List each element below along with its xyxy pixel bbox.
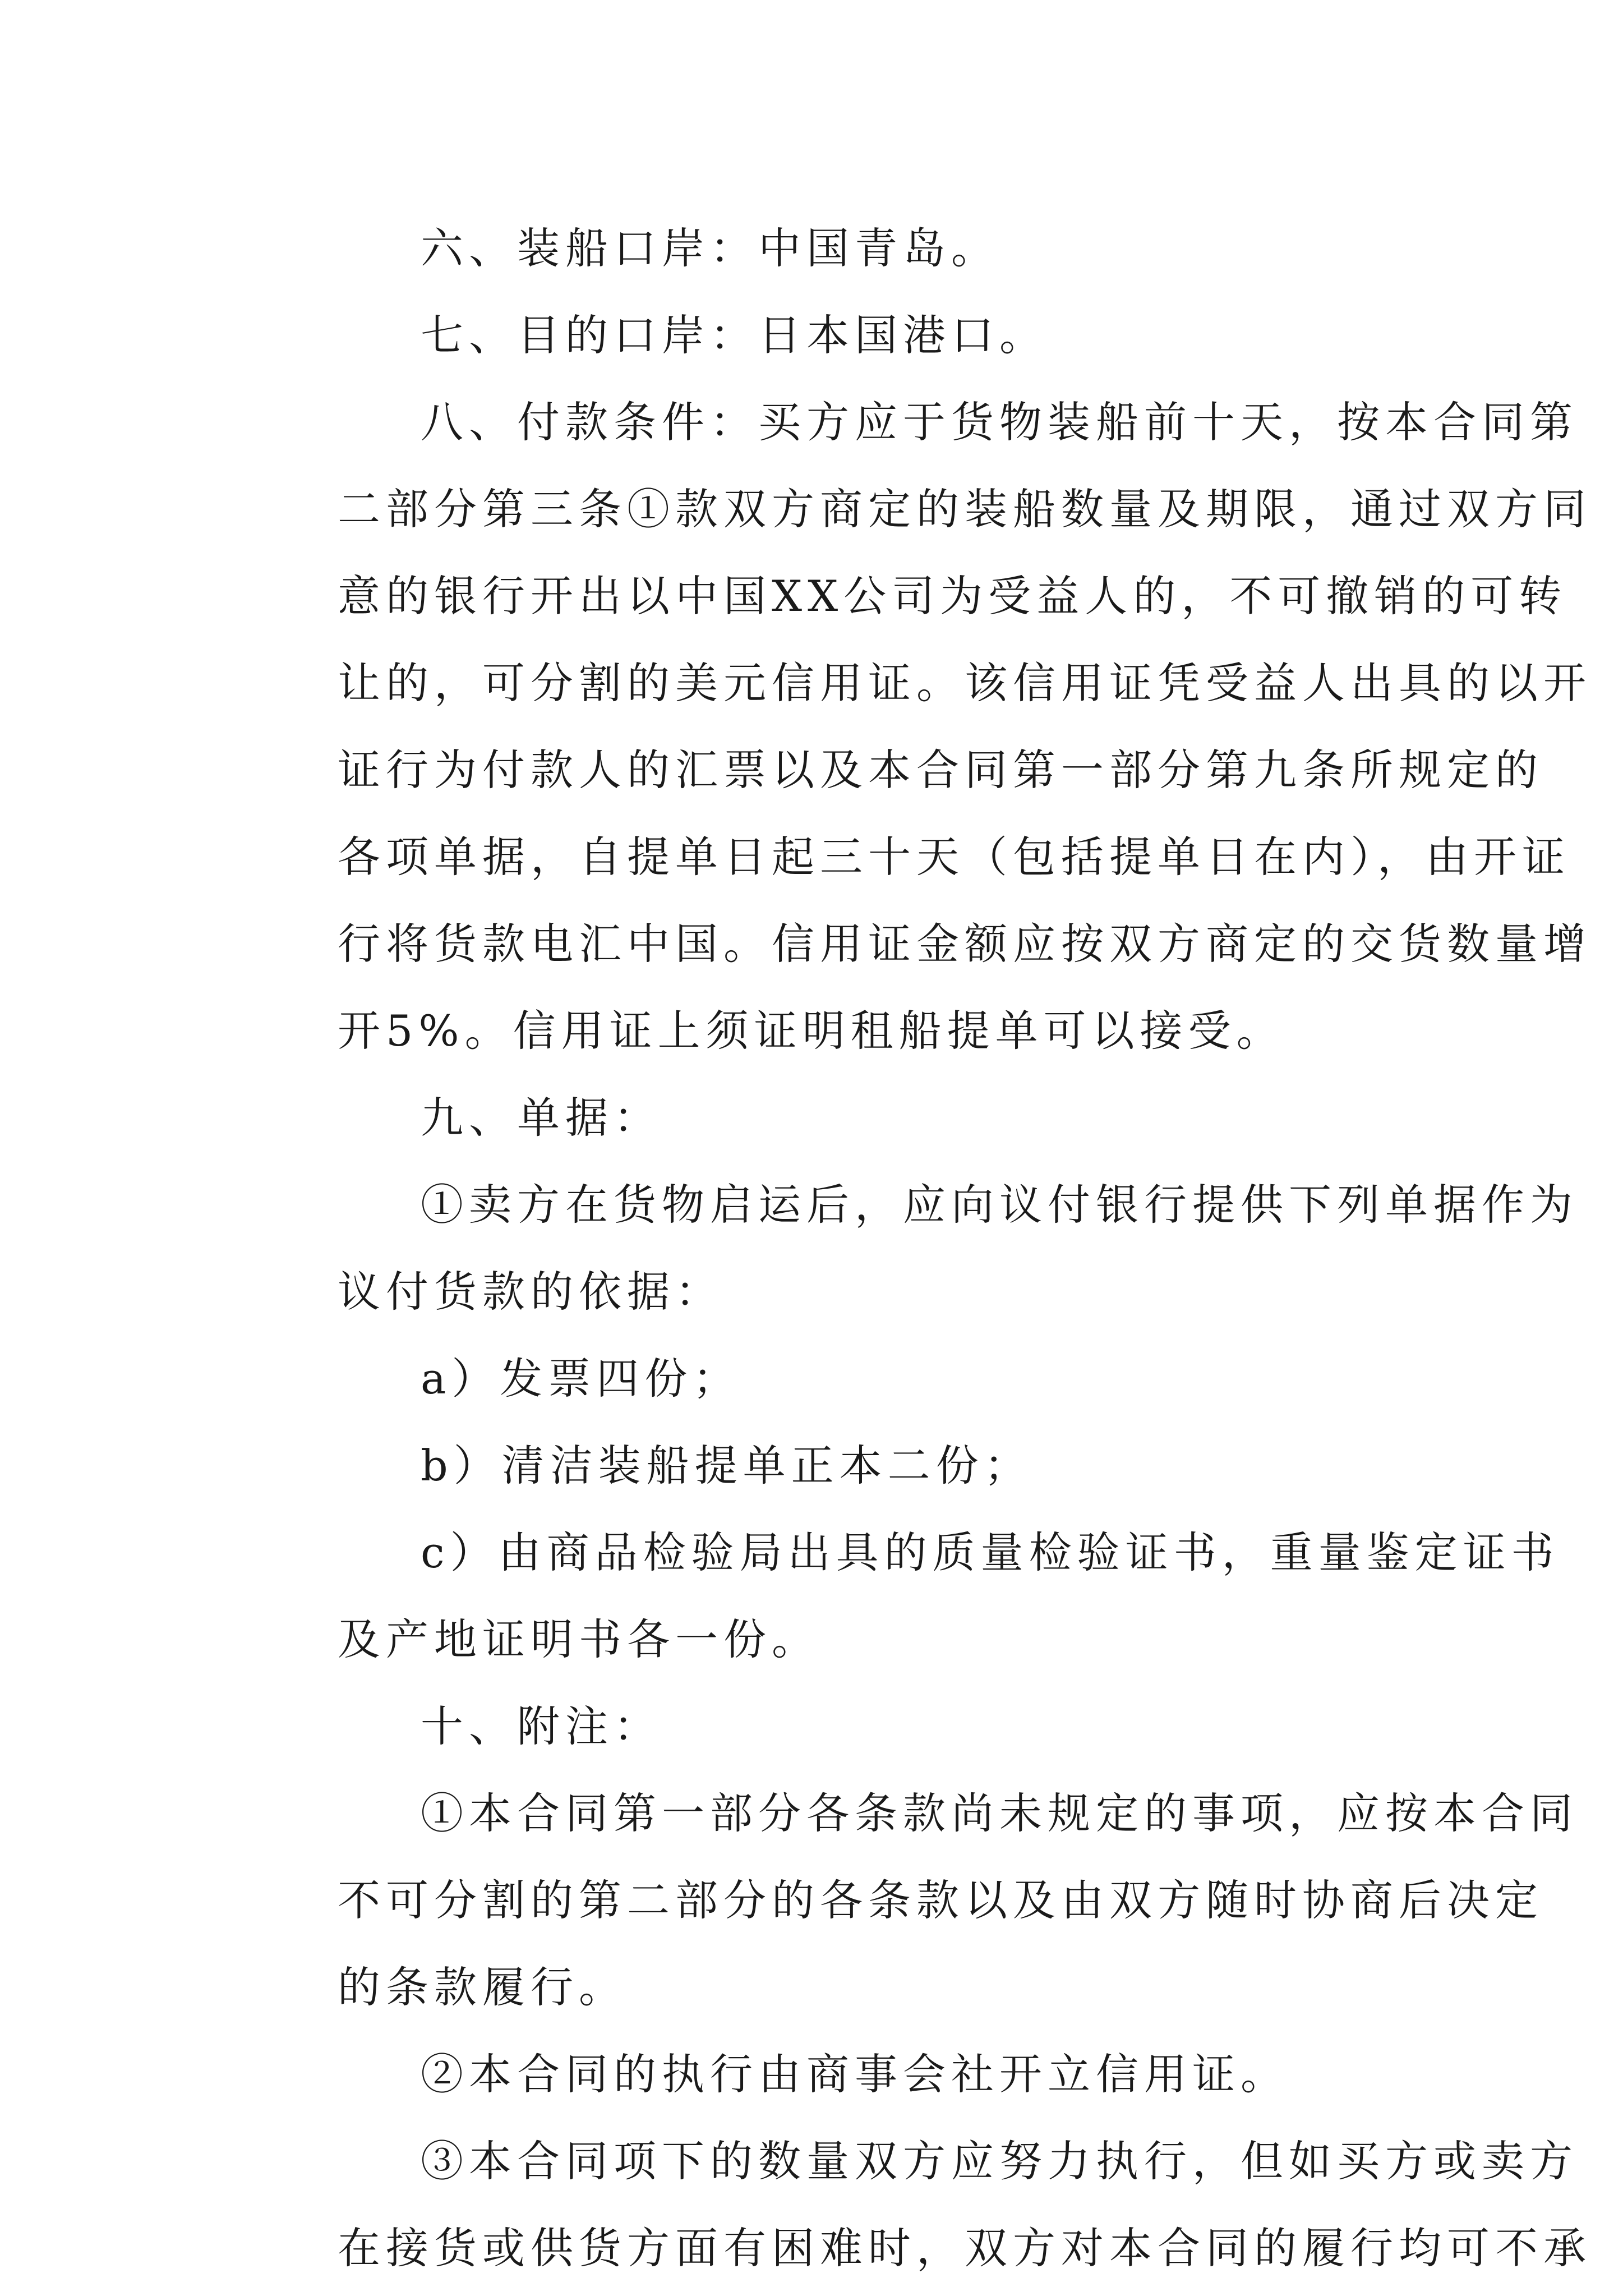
text-line: 的条款履行。	[338, 1962, 627, 2012]
text-line: 议付货款的依据：	[338, 1267, 723, 1317]
text-line: 及产地证明书各一份。	[338, 1614, 820, 1664]
clause-9-documents-heading	[252, 1074, 1385, 1161]
text-line: 二部分第三条①款双方商定的装船数量及期限，通过双方同	[338, 484, 1592, 534]
text-line: a）发票四份；	[421, 1354, 741, 1404]
clause-9-item-a	[252, 1335, 1385, 1422]
text-line: 六、装船口岸：中国青岛。	[421, 223, 999, 273]
text-line: ①卖方在货物启运后，应向议付银行提供下列单据作为	[421, 1180, 1578, 1230]
clause-7-destination-port	[252, 292, 1385, 379]
text-line: 行将货款电汇中国。信用证金额应按双方商定的交货数量增	[338, 919, 1592, 969]
text-line: 开5%。信用证上须证明租船提单可以接受。	[338, 1006, 1285, 1056]
text-line: 让的，可分割的美元信用证。该信用证凭受益人出具的以开	[338, 658, 1592, 708]
text-line: 九、单据：	[421, 1093, 662, 1143]
clause-9-item-1	[252, 1161, 1578, 1335]
text-line: 不可分割的第二部分的各条款以及由双方随时协商后决定	[338, 1875, 1543, 1925]
text-line: ①本合同第一部分各条款尚未规定的事项，应按本合同	[421, 1788, 1578, 1838]
text-line: 各项单据，自提单日起三十天（包括提单日在内），由开证	[338, 832, 1570, 882]
text-line: 在接货或供货方面有困难时，双方对本合同的履行均可不承	[338, 2223, 1592, 2273]
clause-10-note-1	[252, 1770, 1578, 2031]
clause-8-payment-terms	[252, 379, 1592, 1074]
text-line: c）由商品检验局出具的质量检验证书，重量鉴定证书	[421, 1527, 1560, 1577]
text-line: ②本合同的执行由商事会社开立信用证。	[421, 2049, 1289, 2099]
text-line: b）清洁装船提单正本二份；	[421, 1441, 1032, 1490]
clause-10-note-3	[252, 2118, 1592, 2292]
text-line: 十、附注：	[421, 1701, 662, 1751]
document-body	[252, 205, 1592, 2292]
text-line: 意的银行开出以中国XX公司为受益人的，不可撤销的可转	[338, 571, 1567, 621]
clause-6-loading-port	[252, 205, 1385, 292]
text-line: 证行为付款人的汇票以及本合同第一部分第九条所规定的	[338, 745, 1543, 795]
clause-9-item-c	[252, 1509, 1560, 1683]
text-line: ③本合同项下的数量双方应努力执行，但如买方或卖方	[421, 2136, 1578, 2186]
clause-10-notes-heading	[252, 1683, 1385, 1770]
text-line: 八、付款条件：买方应于货物装船前十天，按本合同第	[421, 397, 1578, 447]
text-line: 七、目的口岸：日本国港口。	[421, 310, 1048, 360]
clause-9-item-b	[252, 1422, 1385, 1509]
clause-10-note-2	[252, 2031, 1385, 2118]
